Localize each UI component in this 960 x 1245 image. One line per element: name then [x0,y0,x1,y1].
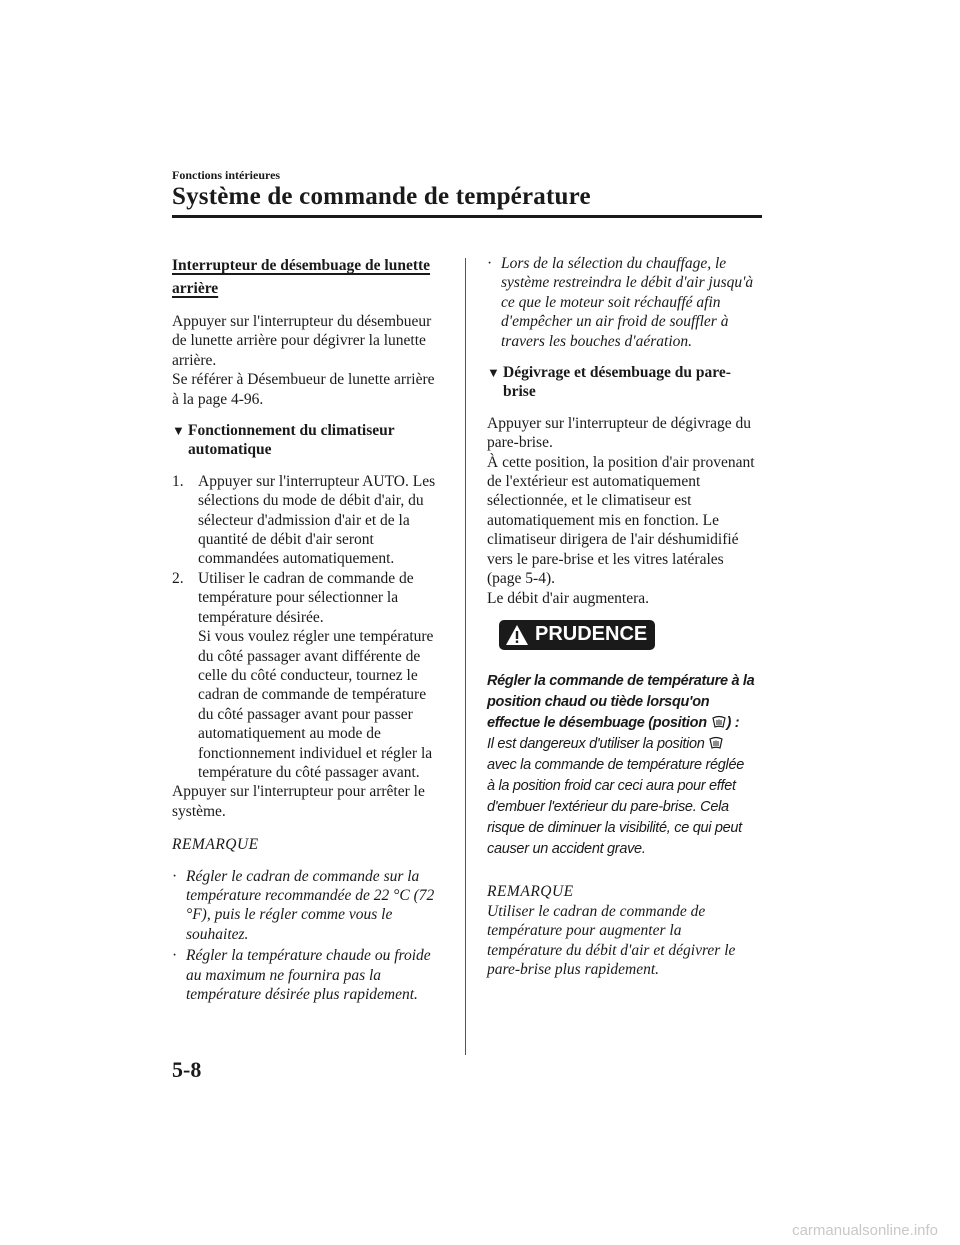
rear-defogger-heading: Interrupteur de désembuage de lunette arrière [172,257,431,297]
remarque-text: Utiliser le cadran de commande de température pour augmenter la température du débit d'air et dégivrer le pare-brise plus rapidement. [487,902,736,978]
defrost-subheading: ▼ Dégivrage et désembuage du pare-brise [487,364,731,401]
auto-ac-steps [172,472,440,783]
remarque-title: REMARQUE [487,883,574,901]
section-label: Fonctions intérieures [172,168,281,182]
windshield-defroster-icon [708,736,724,750]
rear-defogger-para: Appuyer sur l'interrupteur du désembueur de lunette arrière pour dégivrer la lunette arrière. [172,313,432,369]
list-item: 2. Utiliser le cadran de commande de température pour sélectionner la température désirée. Si vous voulez régler une température du côté passager avant différente de celle du côté conducteur, tournez le cadran de commande de température du côté passager avant pour passer automatiquement au mode de fonctionnement individuel et régler la température du côté passager avant. [172,569,434,781]
defrost-para-3: Le débit d'air augmentera. [487,589,650,607]
caution-badge: PRUDENCE [499,620,655,650]
bullet-icon: · [172,947,178,965]
caution-title: Régler la commande de température à la position chaud ou tiède lorsqu'on effectue le désembuage (position ) : [487,673,755,732]
remarque-bullets [172,867,440,1005]
list-item: · Régler le cadran de commande sur la température recommandée de 22 °C (72 °F), puis le régler comme vous le souhaitez. [172,867,435,943]
list-item: · Régler la température chaude ou froide au maximum ne fournira pas la température désirée plus rapidement. [172,947,431,1003]
left-column [172,254,440,1006]
defrost-para-2: À cette position, la position d'air provenant de l'extérieur est automatiquement sélectionnée, et le climatiseur est automatiquement mis en fonction. Le climatiseur dirigera de l'air déshumidifié vers le pare-brise et les vitres latérales (page 5-4). [487,453,755,588]
page-title: Système de commande de température [172,183,591,210]
defrost-para-1: Appuyer sur l'interrupteur de dégivrage du pare-brise. [487,414,752,452]
remarque-block [487,882,755,979]
warning-triangle-icon [505,624,529,646]
continued-bullets [487,254,755,351]
triangle-down-icon: ▼ [172,423,185,439]
caution-text [487,671,755,860]
auto-ac-subheading: ▼ Fonctionnement du climatiseur automatique [172,422,395,459]
page-number: 5-8 [172,1057,202,1082]
windshield-defroster-icon [711,715,727,729]
bullet-icon: · [487,255,493,272]
bullet-icon: · [172,867,178,885]
remarque-title: REMARQUE [172,836,259,854]
right-column [487,254,755,979]
triangle-down-icon: ▼ [487,365,500,381]
list-item: 1. Appuyer sur l'interrupteur AUTO. Les sélections du mode de débit d'air, du sélecteur d'admission d'air et de la quantité de débit d'air seront commandées automatiquement. [172,472,436,568]
list-item: · Lors de la sélection du chauffage, le système restreindra le débit d'air jusqu'à ce que le moteur soit réchauffé afin d'empêcher un air froid de souffler à travers les bouches d'aération. [487,255,754,350]
watermark: carmanualsonline.info [792,1222,938,1239]
rear-defogger-reference: Se référer à Désembueur de lunette arrière à la page 4-96. [172,371,435,408]
title-rule [172,215,762,218]
column-divider [465,258,466,1055]
caution-body: Il est dangereux d'utiliser la position avec la commande de température réglée à la position froid car ceci aura pour effet d'embuer l'extérieur du pare-brise. Cela risque de diminuer la visibilité, ce qui peut causer un accident grave. [487,736,744,858]
stop-instruction: Appuyer sur l'interrupteur pour arrêter le système. [172,783,425,820]
